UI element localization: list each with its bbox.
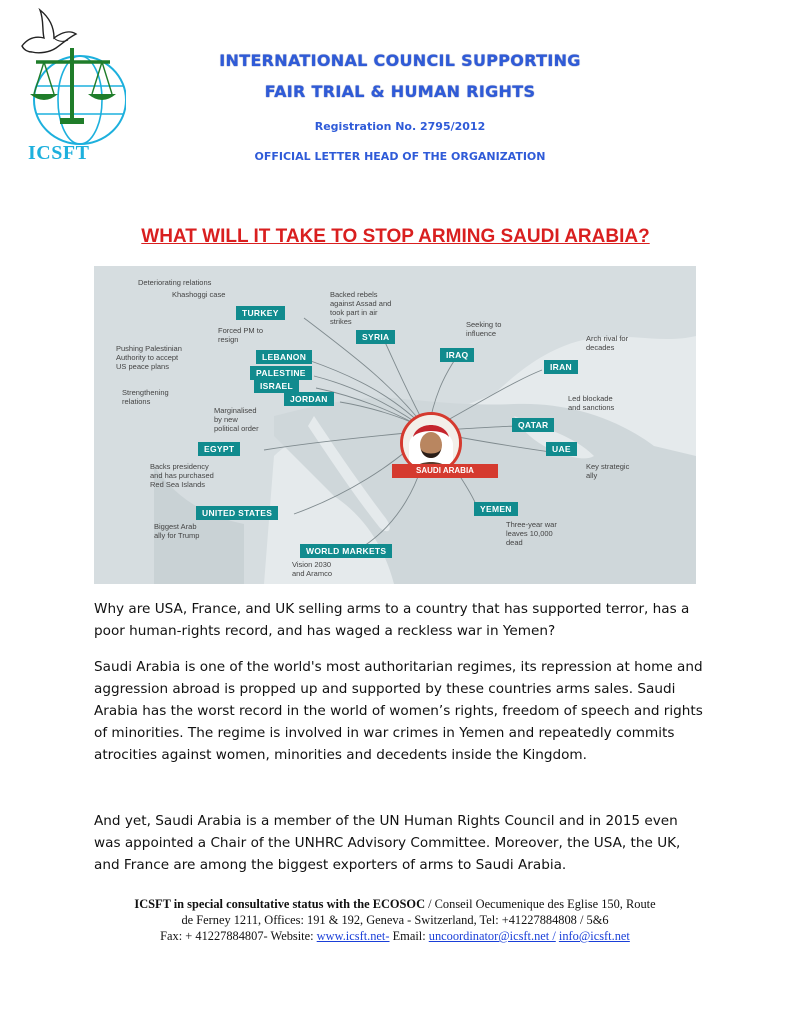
tag-uae: UAE <box>546 442 577 456</box>
tag-egypt: EGYPT <box>198 442 240 456</box>
footer-contact-block <box>70 896 720 944</box>
tag-world-markets: WORLD MARKETS <box>300 544 392 558</box>
note-three-year-war: Three-year war leaves 10,000 dead <box>506 520 557 547</box>
tag-turkey: TURKEY <box>236 306 285 320</box>
note-pushing-palestinian: Pushing Palestinian Authority to accept US peace plans <box>116 344 182 371</box>
tag-united-states: UNITED STATES <box>196 506 278 520</box>
note-backed-rebels: Backed rebels against Assad and took part in air strikes <box>330 290 392 326</box>
saudi-relations-infographic <box>94 266 696 584</box>
footer-line-1 <box>70 896 720 912</box>
note-biggest-arab-ally: Biggest Arab ally for Trump <box>154 522 200 540</box>
paragraph-intro-question: Why are USA, France, and UK selling arms to a country that has supported terror, has a poor human-rights record, and has waged a reckless war in Yemen? <box>94 601 690 639</box>
footer-address-part2: de Ferney 1211, Offices: 191 & 192, Geneva - Switzerland, Tel: +41227884808 / 5&6 <box>181 913 609 927</box>
tag-iraq: IRAQ <box>440 348 474 362</box>
footer-consultative-status: ICSFT in special consultative status with the ECOSOC <box>134 897 426 911</box>
note-marginalised: Marginalised by new political order <box>214 406 259 433</box>
note-backs-presidency: Backs presidency and has purchased Red Sea Islands <box>150 462 214 489</box>
tag-saudi-arabia: SAUDI ARABIA <box>392 464 498 478</box>
note-arch-rival: Arch rival for decades <box>586 334 629 352</box>
organization-name-line2: FAIR TRIAL & HUMAN RIGHTS <box>264 82 536 101</box>
document-title: WHAT WILL IT TAKE TO STOP ARMING SAUDI ARABIA? <box>141 226 650 247</box>
email-link-coordinator[interactable]: uncoordinator@icsft.net / <box>428 929 556 943</box>
note-strengthening-relations: Strengthening relations <box>122 388 169 406</box>
footer-line-3 <box>70 928 720 944</box>
tag-israel: ISRAEL <box>254 379 299 393</box>
tag-lebanon: LEBANON <box>256 350 312 364</box>
footer-email-label: Email: <box>389 929 429 943</box>
logo-acronym: ICSFT <box>28 142 90 164</box>
tag-jordan: JORDAN <box>284 392 334 406</box>
letterhead-caption: OFFICIAL LETTER HEAD OF THE ORGANIZATION <box>254 150 546 163</box>
tag-qatar: QATAR <box>512 418 554 432</box>
note-vision-2030: Vision 2030 and Aramco <box>292 560 333 578</box>
organization-name-line1: INTERNATIONAL COUNCIL SUPPORTING <box>219 51 581 70</box>
person-portrait-icon <box>403 415 459 471</box>
note-seeking-to-influence: Seeking to influence <box>466 320 502 338</box>
website-link[interactable]: www.icsft.net- <box>316 929 390 943</box>
tag-yemen: YEMEN <box>474 502 518 516</box>
registration-number: Registration No. 2795/2012 <box>314 120 486 133</box>
note-key-strategic-ally: Key strategic ally <box>586 462 630 480</box>
tag-palestine: PALESTINE <box>250 366 312 380</box>
note-led-blockade: Led blockade and sanctions <box>568 394 615 412</box>
tag-syria: SYRIA <box>356 330 395 344</box>
paragraph-un-human-rights-council: And yet, Saudi Arabia is a member of the UN Human Rights Council and in 2015 even was appointed a Chair of the UNHRC Advisory Committee. Moreover, the USA, the UK, and France are among the biggest exporters of arms to Saudi Arabia. <box>94 813 681 873</box>
note-forced-pm: Forced PM to resign <box>218 326 264 344</box>
note-deteriorating-relations: Deteriorating relations <box>138 278 212 287</box>
footer-fax: Fax: + 41227884807- Website: <box>160 929 317 943</box>
email-link-info[interactable]: info@icsft.net <box>558 929 630 943</box>
tag-iran: IRAN <box>544 360 578 374</box>
paragraph-authoritarian-regime: Saudi Arabia is one of the world's most authoritarian regimes, its repression at home and aggression abroad is propped up and supported by these countries arms sales. Saudi Arabia has the worst record in the world of women’s rights, freedom of speech and rights of minorities. The regime is involved in war crimes in Yemen and repeatedly commits atrocities against women, minorities and decedents inside the Kingdom. <box>94 659 703 763</box>
footer-address-part1: / Conseil Oecumenique des Eglise 150, Route <box>425 897 656 911</box>
note-khashoggi-case: Khashoggi case <box>172 290 226 299</box>
